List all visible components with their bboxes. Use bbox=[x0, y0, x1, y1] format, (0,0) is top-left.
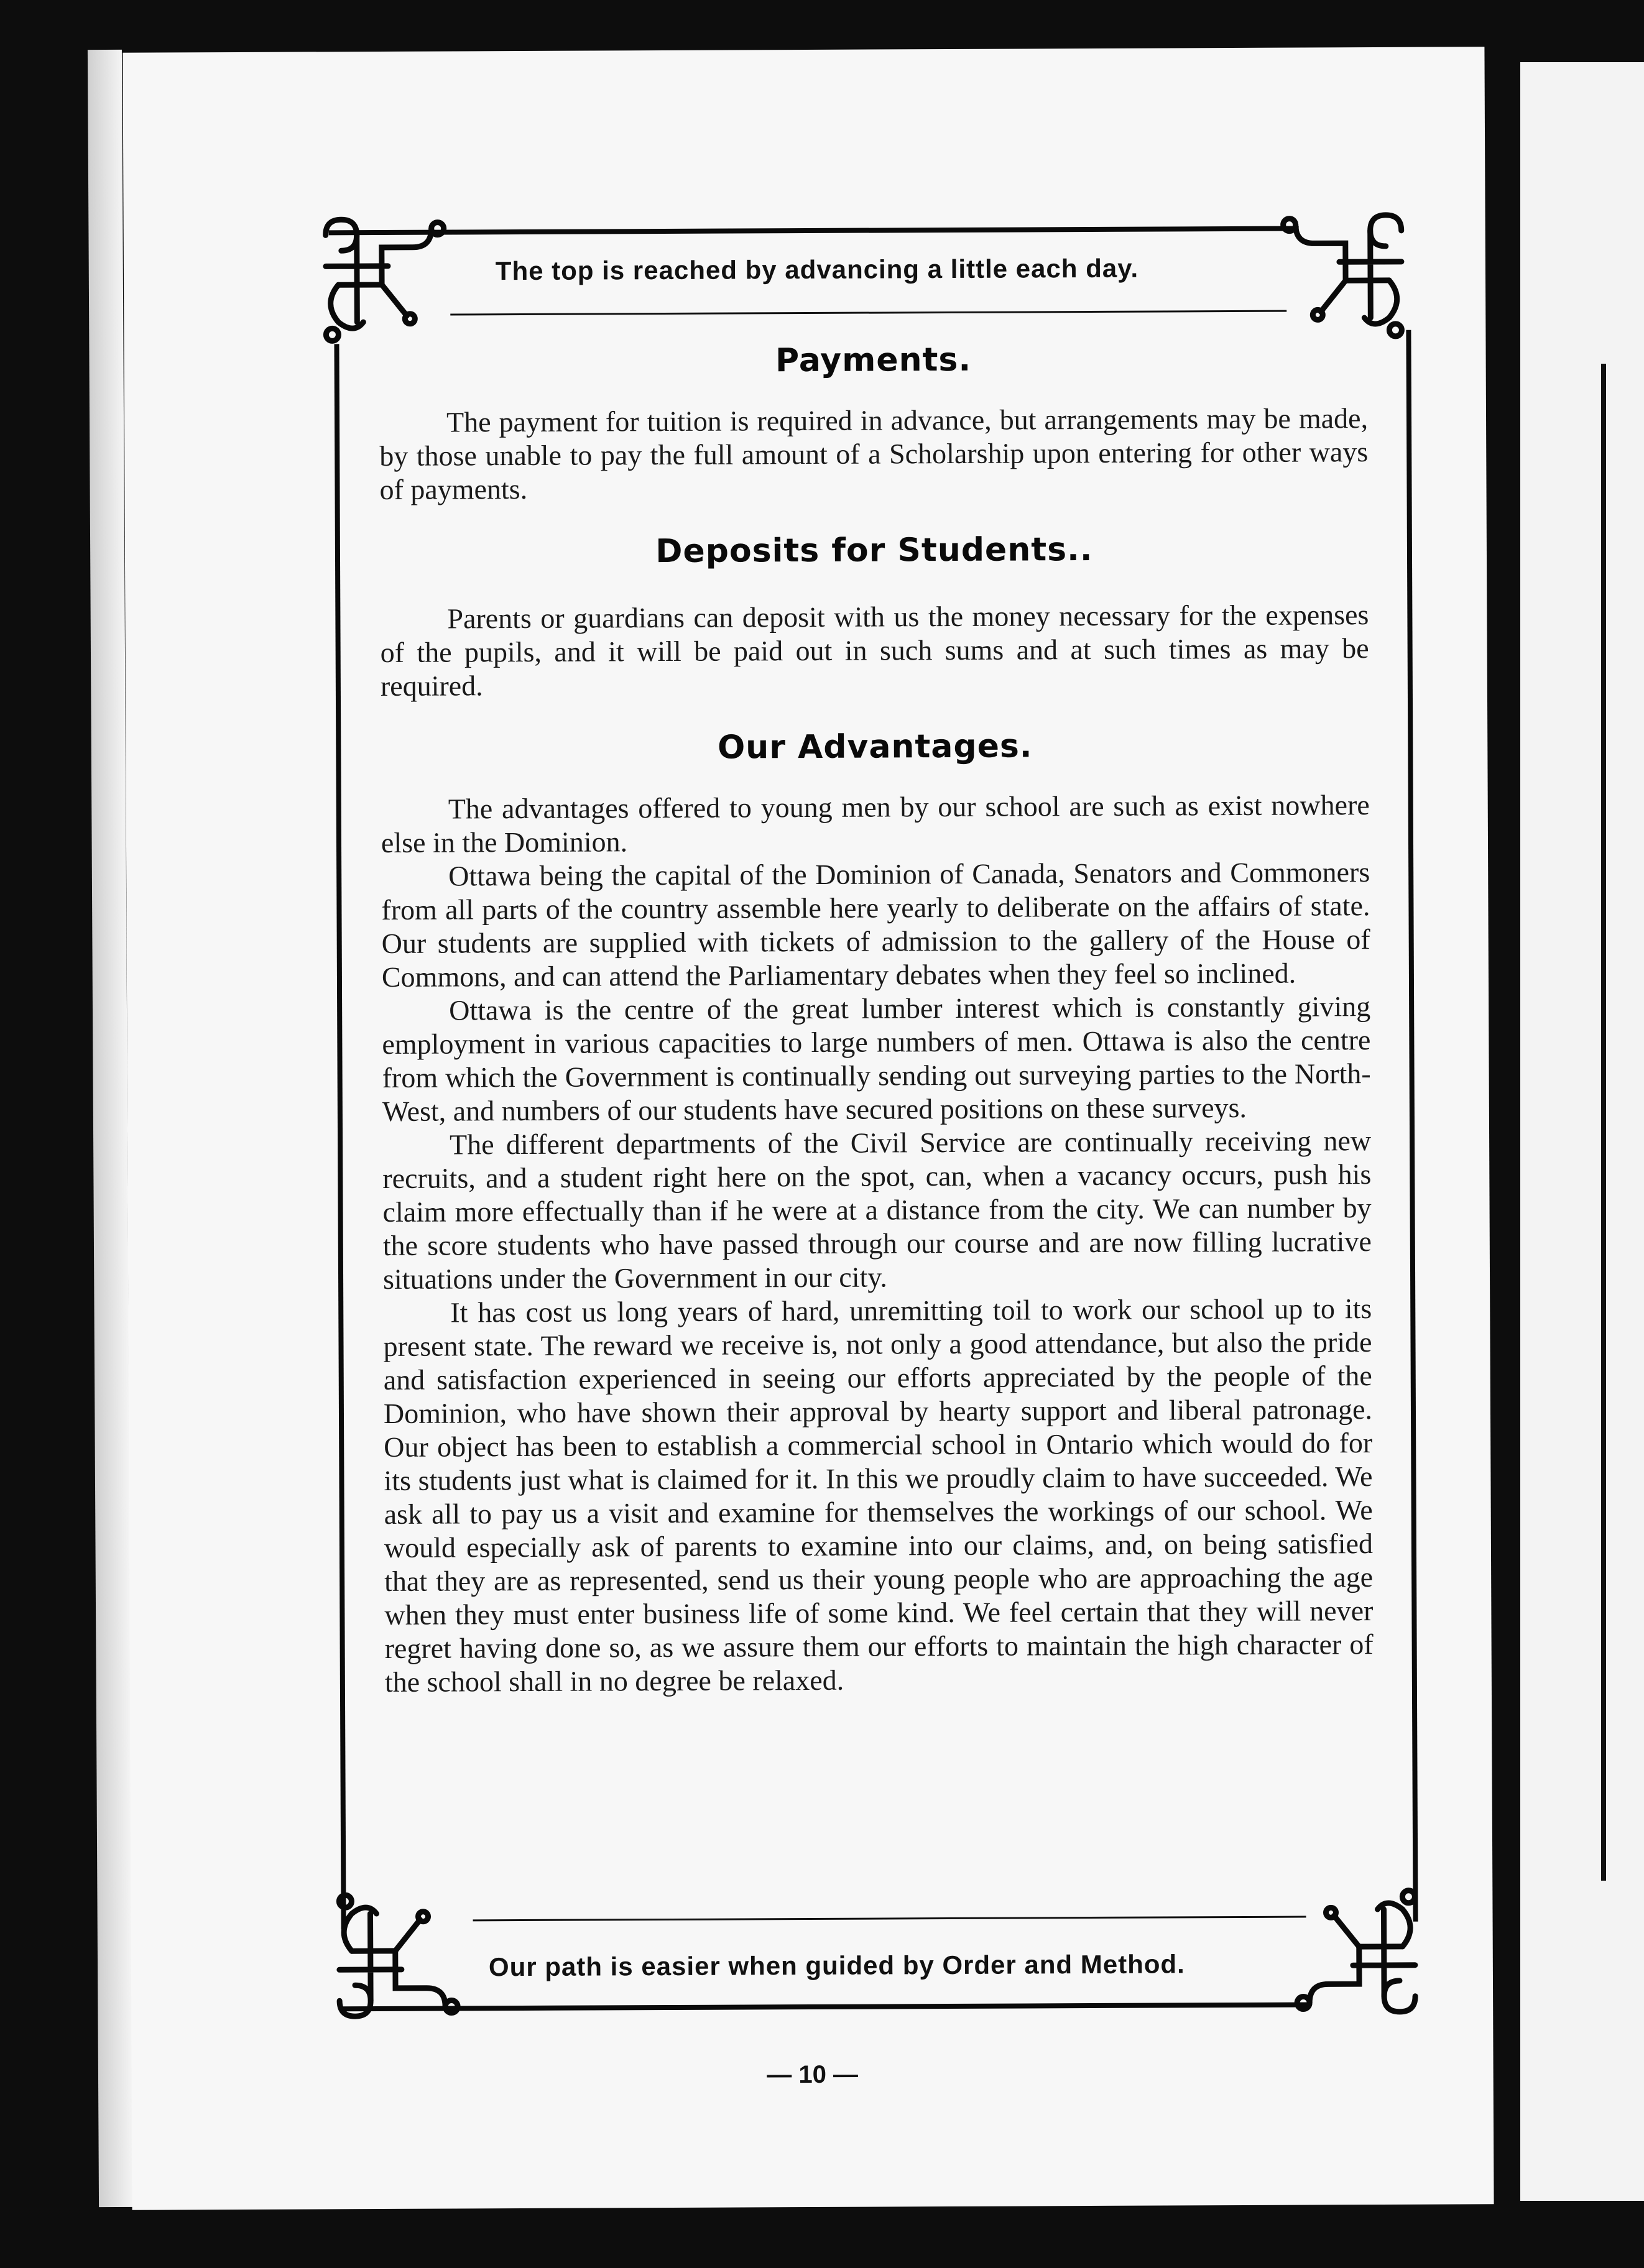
section-heading: Deposits for Students.. bbox=[655, 530, 1093, 571]
facing-page-edge bbox=[1520, 62, 1644, 2201]
section-heading: Our Advantages. bbox=[717, 727, 1033, 767]
paragraph: The advantages offered to young men by our school are such as exist nowhere else in the Dominion. bbox=[381, 789, 1370, 859]
frame-right-rule bbox=[1406, 330, 1418, 1922]
paragraph: Ottawa is the centre of the great lumber interest which is constantly giving employment in various capacities to large numbers of men. Ottawa is also the centre from which the Government is continually sending out surveying parties to the North-West, and numbers of our students have secured positions on these surveys. bbox=[382, 990, 1371, 1127]
paragraph: Parents or guardians can deposit with us the money necessary for the expenses of the pupils, and it will be paid out in such sums and at such times as may be required. bbox=[380, 599, 1369, 702]
header-divider bbox=[450, 310, 1286, 316]
page-number: — 10 — bbox=[767, 2060, 859, 2089]
paragraph: The payment for tuition is required in advance, but arrangements may be made, by those unable to pay the full amount of a Scholarship upon entering for other ways of payments. bbox=[379, 402, 1369, 505]
footer-motto: Our path is easier when guided by Order and Method. bbox=[488, 1949, 1185, 1982]
paragraph: Ottawa being the capital of the Dominion of Canada, Senators and Commoners from all parts of the country assemble here yearly to deliberate on the affairs of state. Our students are supplied with tickets of admission to the gallery of the House of Commons, and can attend the Parliamentary debates when they feel so inclined. bbox=[381, 856, 1370, 993]
frame-left-rule bbox=[334, 344, 346, 1929]
paragraph: The different departments of the Civil Service are continually receiving new recruits, and a student right here on the spot, can, when a vacancy occurs, push his claim more effectually than if he were at a distance from the city. We can number by the score students who have passed through our course and are now filling lucrative situations under the Government in our city. bbox=[382, 1125, 1372, 1295]
frame-bottom-rule bbox=[343, 2002, 1309, 2011]
section-heading: Payments. bbox=[775, 341, 972, 380]
paragraph: It has cost us long years of hard, unremitting toil to work our school up to its present state. The reward we receive is, not only a good attendance, but also the pride and satisfaction experienced in seeing our efforts appreciated by the people of the Dominion, who have shown their approval by hearty support and liberal patronage. Our object has been to establish a commercial school in Ontario which would do for its students just what is claimed for it. In this we proudly claim to have succeeded. We ask all to pay us a visit and examine for themselves the workings of our school. We would especially ask of parents to examine into our claims, and, on being satisfied that they are as represented, send us their young people who are approaching the age when they must enter business life of some kind. We feel certain that they will never regret having done so, as we assure them our efforts to maintain the high character of the school shall in no degree be relaxed. bbox=[383, 1293, 1374, 1698]
footer-divider bbox=[473, 1916, 1306, 1922]
header-motto: The top is reached by advancing a little each day. bbox=[495, 253, 1139, 286]
facing-page-border bbox=[1601, 364, 1606, 1881]
frame-top-rule bbox=[329, 226, 1299, 236]
book-page bbox=[122, 47, 1494, 2210]
page-content bbox=[379, 339, 1373, 1699]
